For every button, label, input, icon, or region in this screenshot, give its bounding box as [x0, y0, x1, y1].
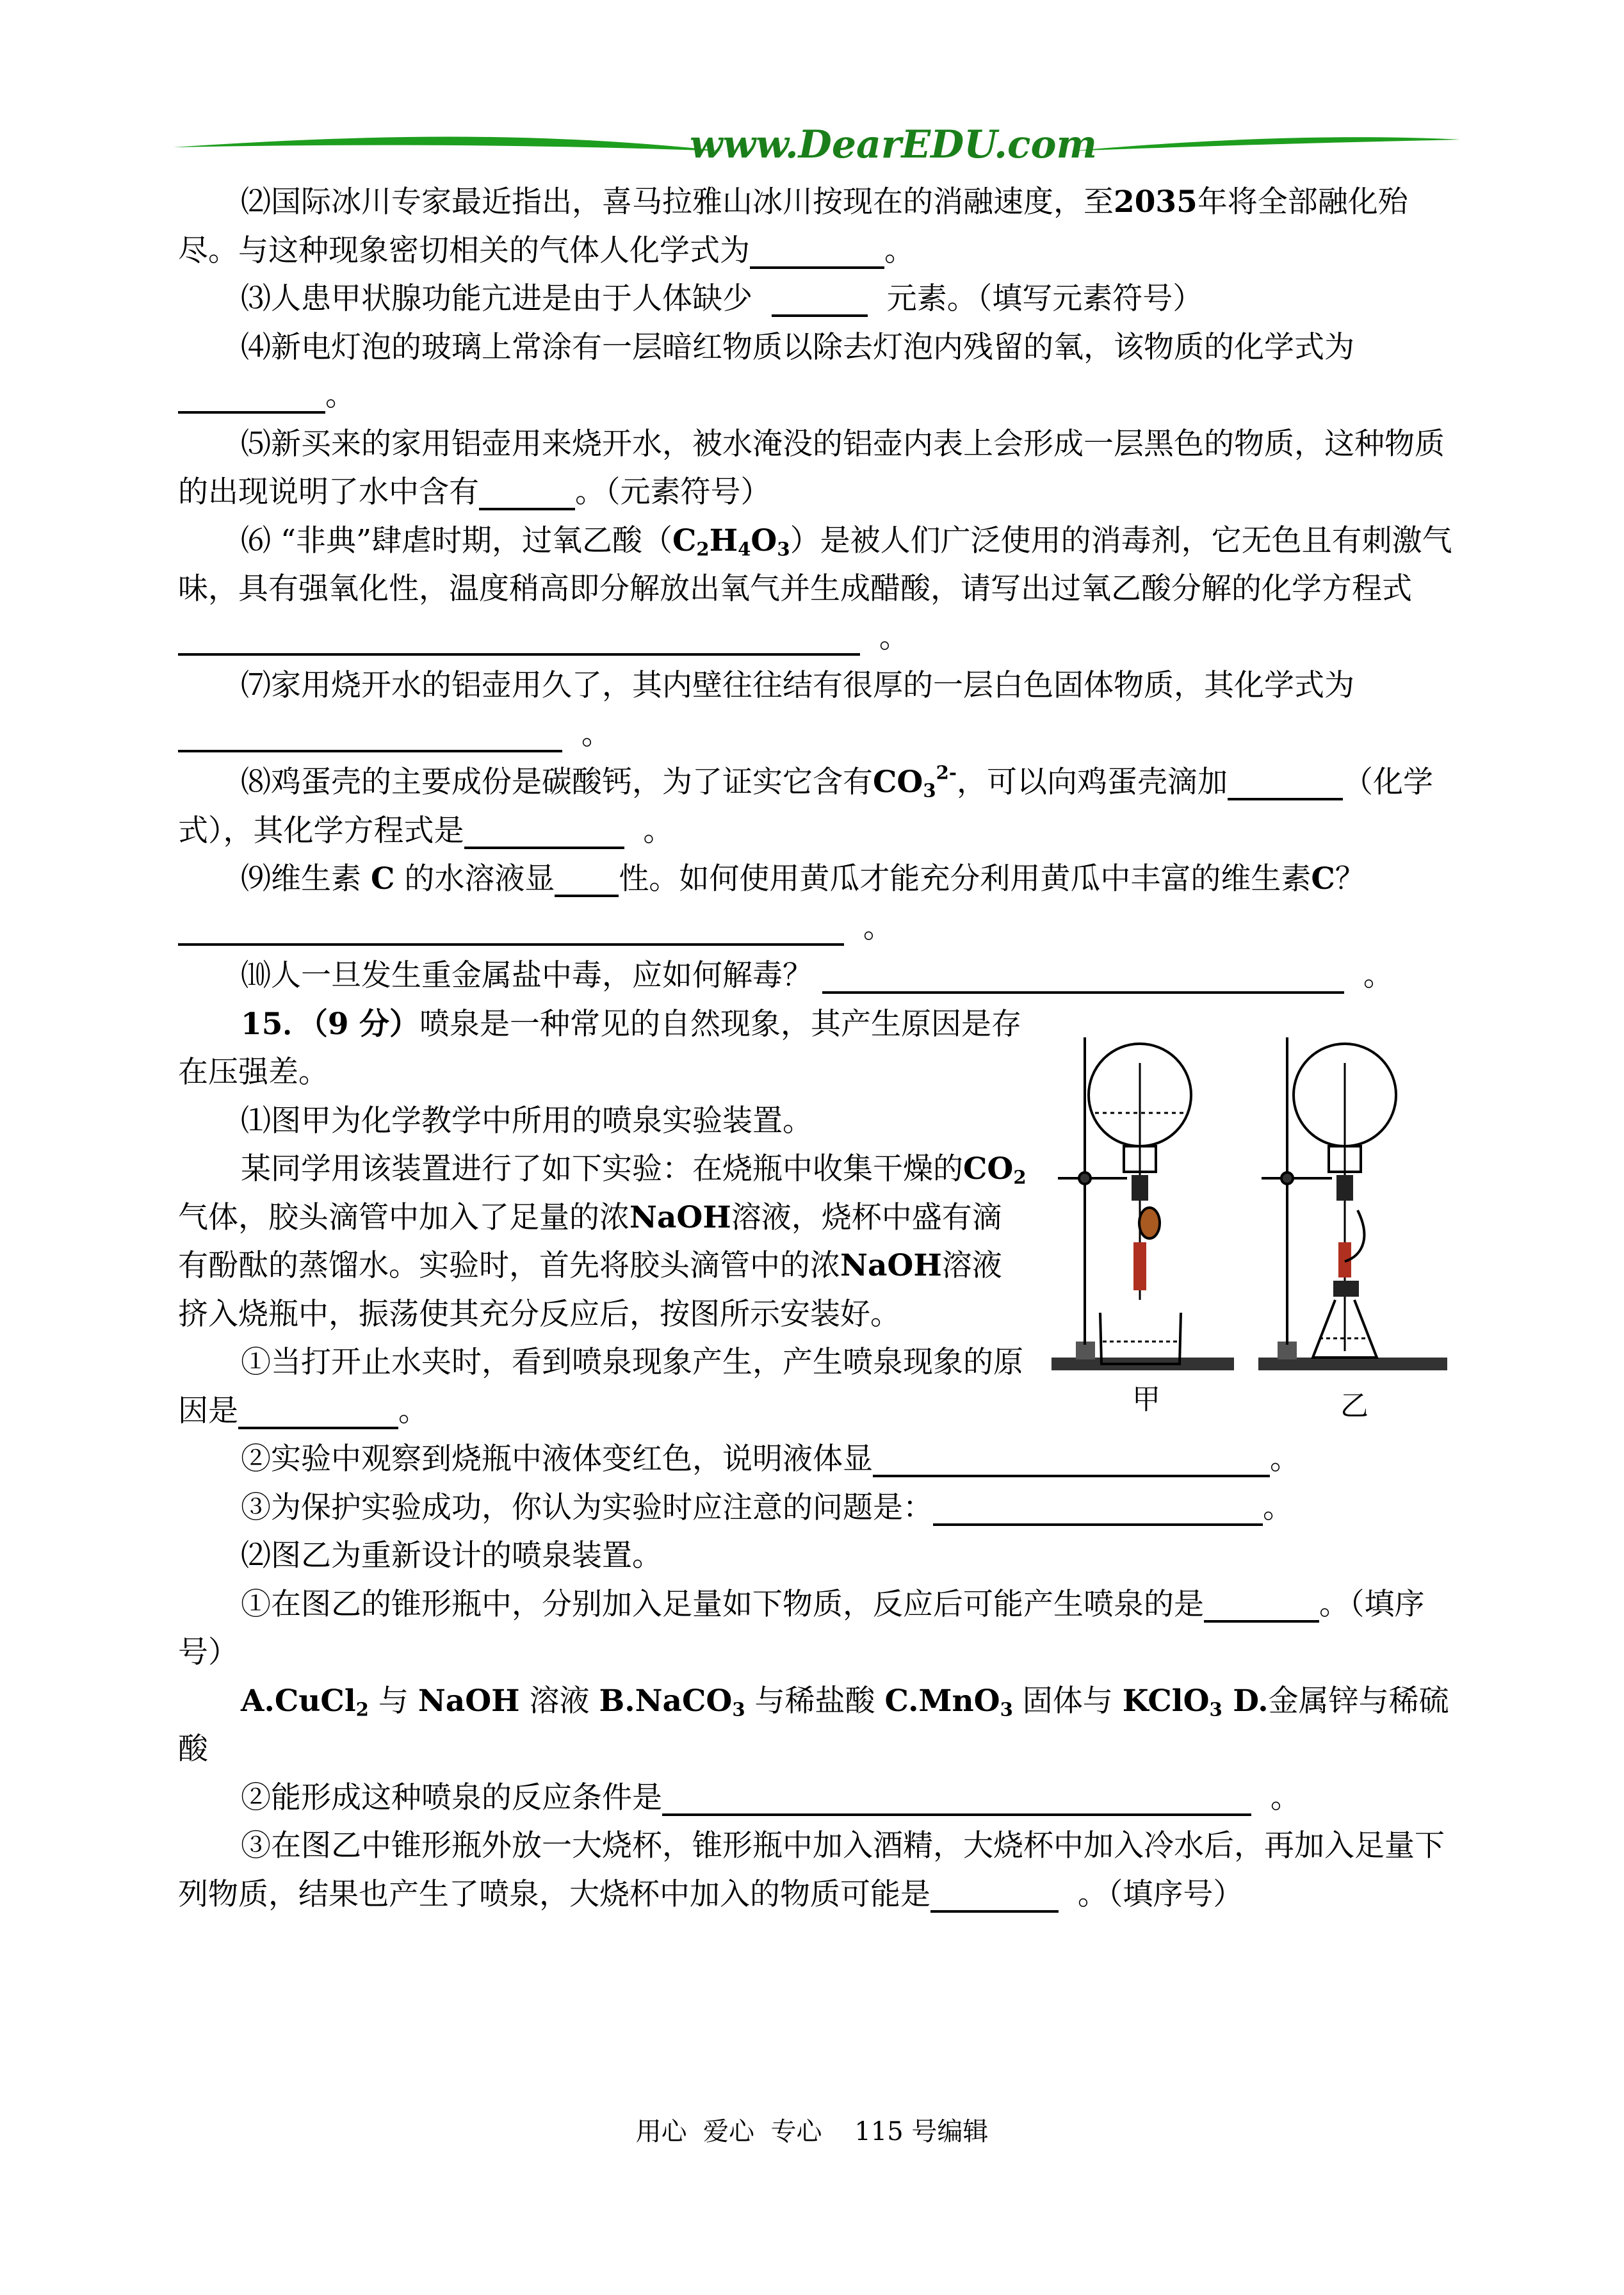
- question-15-part2-sub3: ③在图乙中锥形瓶外放一大烧杯，锥形瓶中加入酒精，大烧杯中加入冷水后，再加入足量下列物质，结果也产生了喷泉，大烧杯中加入的物质可能是 。（填序号）: [178, 1828, 1445, 1912]
- answer-blank[interactable]: [1228, 765, 1343, 800]
- question-15-setup: 某同学用该装置进行了如下实验：在烧瓶中收集干燥的$CO_2$气体，胶头滴管中加入了足量的浓NaOH溶液，烧杯中盛有滴有酚酞的蒸馏水。实验时，首先将胶头滴管中的浓NaOH溶液挤入烧瓶中，振荡使其充分反应后，按图所示安装好。: [178, 1151, 1027, 1332]
- answer-blank[interactable]: [933, 1490, 1263, 1526]
- answer-blank[interactable]: [178, 910, 844, 946]
- question-2: ⑵国际冰川专家最近指出，喜马拉雅山冰川按现在的消融速度，至2035年将全部融化殆尽。与这种现象密切相关的气体人化学式为 。: [178, 184, 1408, 268]
- question-7: ⑺家用烧开水的铝壶用久了，其内壁往往结有很厚的一层白色固体物质，其化学式为 。: [178, 661, 1456, 758]
- answer-blank[interactable]: [555, 861, 619, 897]
- answer-blank[interactable]: [772, 281, 868, 317]
- answer-blank[interactable]: [178, 717, 562, 752]
- question-15-options: A.CuCl$_2$ 与 NaOH 溶液 B.NaCO$_3$ 与稀盐酸 C.MnO$_3$ 固体与 KClO$_3$ D.金属锌与稀硫酸: [178, 1683, 1449, 1767]
- apparatus-b: [1258, 1037, 1447, 1370]
- answer-blank[interactable]: [930, 1877, 1059, 1913]
- answer-blank[interactable]: [178, 378, 325, 414]
- question-10: ⑽人一旦发生重金属盐中毒，应如何解毒？ 。: [241, 958, 1393, 993]
- fountain-apparatus-figure: [1044, 1031, 1454, 1434]
- question-8: ⑻鸡蛋壳的主要成份是碳酸钙，为了证实它含有$CO_3^{2-}$，可以向鸡蛋壳滴加 （化学式），其化学方程式是 。: [178, 761, 1433, 848]
- answer-blank[interactable]: [1204, 1587, 1319, 1623]
- page-footer: 用心 爱心 专心 115 号编辑: [635, 2117, 989, 2146]
- question-4: ⑷新电灯泡的玻璃上常涂有一层暗红物质以除去灯泡内残留的氧，该物质的化学式为。: [178, 323, 1456, 420]
- figure-label-a: 甲: [1132, 1383, 1160, 1416]
- beaker: [1100, 1313, 1181, 1364]
- answer-blank[interactable]: [750, 233, 884, 269]
- question-15-part2-sub1: ①在图乙的锥形瓶中，分别加入足量如下物质，反应后可能产生喷泉的是 。（填序号）: [178, 1586, 1425, 1670]
- answer-blank[interactable]: [873, 1441, 1270, 1477]
- answer-blank[interactable]: [464, 813, 624, 849]
- question-15-sub3: ③为保护实验成功，你认为实验时应注意的问题是： 。: [241, 1489, 1293, 1525]
- answer-blank[interactable]: [479, 474, 575, 510]
- question-15-part2: ⑵图乙为重新设计的喷泉装置。: [241, 1538, 662, 1573]
- header-banner: [173, 126, 1460, 170]
- dropper-bulb: [1139, 1208, 1160, 1238]
- banner-swoosh-right: [1069, 137, 1460, 151]
- question-5: ⑸新买来的家用铝壶用来烧开水，被水淹没的铝壶内表上会形成一层黑色的物质，这种物质的出现说明了水中含有 。（元素符号）: [178, 426, 1445, 510]
- question-15-part2-sub2: ②能形成这种喷泉的反应条件是 。: [241, 1780, 1301, 1815]
- apparatus-a: [1052, 1037, 1234, 1370]
- figure-label-b: 乙: [1340, 1390, 1368, 1422]
- answer-blank[interactable]: [822, 958, 1344, 994]
- question-9: ⑼维生素 C 的水溶液显 性。如何使用黄瓜才能充分利用黄瓜中丰富的维生素C？ 。: [178, 855, 1456, 952]
- question-15-sub2: ②实验中观察到烧瓶中液体变红色，说明液体显 。: [241, 1441, 1300, 1477]
- banner-swoosh-left: [173, 137, 724, 152]
- question-15-intro: 15．（9 分）喷泉是一种常见的自然现象，其产生原因是存在压强差。: [178, 1006, 1021, 1090]
- question-15-part1: ⑴图甲为化学教学中所用的喷泉实验装置。: [241, 1103, 813, 1139]
- answer-blank[interactable]: [662, 1780, 1251, 1816]
- answer-blank[interactable]: [178, 620, 860, 656]
- site-logo: www.DearEDU.com: [689, 126, 1098, 167]
- question-6: ⑹ “非典”肆虐时期，过氧乙酸$(C_2H_4O_3)$是被人们广泛使用的消毒剂，它无色且有刺激气味，具有强氧化性，温度稍高即分解放出氧气并生成醋酸，请写出过氧乙酸分解的化学方程式 。: [178, 523, 1452, 655]
- answer-blank[interactable]: [238, 1393, 398, 1429]
- rubber-tube: [1133, 1242, 1146, 1290]
- question-15-sub1: ①当打开止水夹时，看到喷泉现象产生，产生喷泉现象的原因是 。: [178, 1345, 1023, 1429]
- question-3: ⑶人患甲状腺功能亢进是由于人体缺少 元素。（填写元素符号）: [241, 281, 1203, 316]
